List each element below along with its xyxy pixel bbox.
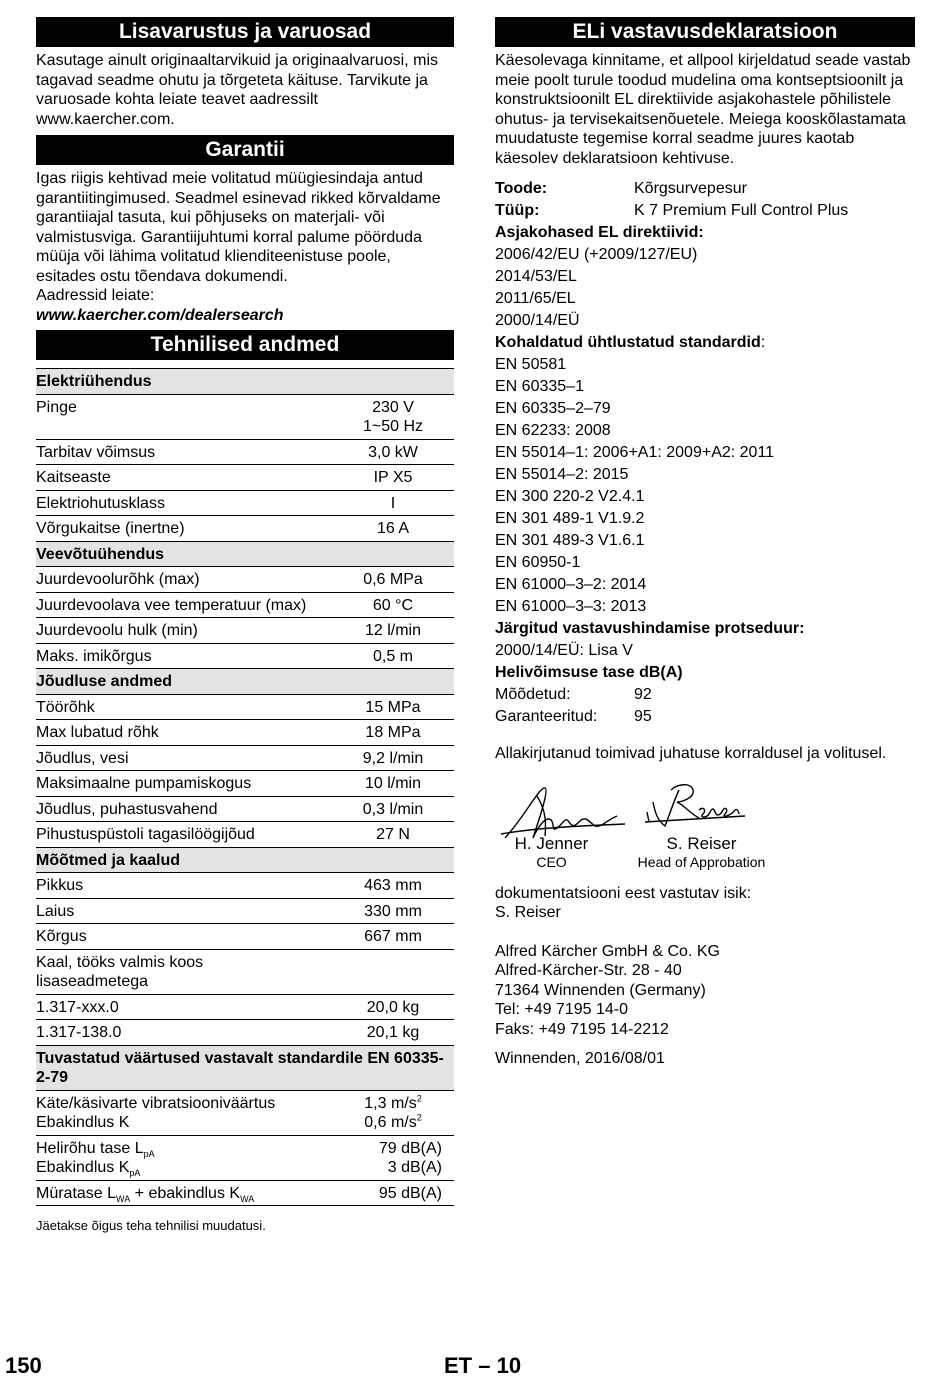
tech-heading: Tehnilised andmed	[36, 330, 454, 360]
standard-item: EN 301 489-3 V1.6.1	[495, 532, 645, 549]
row-value: 12 l/min	[364, 622, 422, 639]
row-label: Tarbitav võimsus	[36, 439, 332, 465]
row-value: 20,1 kg	[366, 1024, 420, 1041]
row-value: 18 MPa	[365, 724, 421, 741]
product-value: Kõrgsurvepesur	[634, 180, 747, 197]
section-title: Elektriühendus	[36, 369, 454, 395]
standard-item: EN 62233: 2008	[495, 422, 611, 439]
table-row	[36, 1135, 454, 1180]
table-row	[36, 822, 454, 848]
row-value: 0,3 l/min	[362, 800, 424, 818]
sound-pressure-uncertainty-label: Ebakindlus $K_{pA}$	[36, 1159, 141, 1179]
table-row	[36, 567, 454, 593]
row-label: Kaal, tööks valmis koos lisaseadmetega	[36, 949, 332, 994]
row-value: 230 V	[372, 398, 414, 416]
directives-list	[495, 244, 915, 332]
row-label: 1.317-xxx.0	[36, 994, 332, 1020]
technical-changes-note: Jäetakse õigus teha tehnilisi muudatusi.	[36, 1218, 266, 1233]
row-label: Maksimaalne pumpamiskogus	[36, 771, 332, 797]
row-label: Töörõhk	[36, 694, 332, 720]
company-fax: Faks: +49 7195 14-2212	[495, 1020, 669, 1038]
row-label: Kaitseaste	[36, 465, 332, 491]
standards-label-row: Kohaldatud ühtlustatud standardid:	[495, 334, 766, 351]
row-label: Laius	[36, 898, 332, 924]
directive-item: 2014/53/EL	[495, 268, 577, 285]
standard-item: EN 50581	[495, 356, 567, 373]
table-row	[36, 898, 454, 924]
signature-reiser	[645, 784, 745, 825]
guaranteed-label: Garanteeritud:	[495, 708, 598, 725]
company-city: 71364 Winnenden (Germany)	[495, 981, 706, 999]
row-label: 1.317-138.0	[36, 1020, 332, 1046]
section-page-number: – 10	[478, 1353, 522, 1378]
vibration-uncertainty-label: Ebakindlus K	[36, 1114, 130, 1131]
row-value: I	[390, 494, 396, 512]
standard-item: EN 60950-1	[495, 554, 581, 571]
row-label: Pinge	[36, 394, 332, 439]
sound-power-value: 95 dB(A)	[332, 1180, 454, 1206]
table-row	[36, 643, 454, 669]
row-label: Juurdevoolurõhk (max)	[36, 567, 332, 593]
signatures	[495, 776, 915, 886]
sound-pressure-uncertainty-value: 3 dB(A)	[387, 1159, 442, 1176]
row-value: 20,0 kg	[366, 998, 420, 1016]
vibration-label: Käte/käsivarte vibratsiooniväärtus	[36, 1094, 276, 1112]
row-value: 9,2 l/min	[362, 749, 424, 767]
right-column	[495, 17, 915, 1069]
row-value: 60 °C	[372, 596, 414, 614]
tech-table	[36, 368, 454, 1206]
table-row	[36, 490, 454, 516]
sound-power-level-label: Helivõimsuse tase dB(A)	[495, 664, 683, 681]
doc-responsible-label: dokumentatsiooni eest vastutav isik:	[495, 884, 752, 902]
left-column	[36, 17, 454, 1236]
section-page	[444, 1353, 521, 1379]
standard-item: EN 55014–2: 2015	[495, 466, 629, 483]
standard-item: EN 55014–1: 2006+A1: 2009+A2: 2011	[495, 444, 775, 461]
table-row	[36, 516, 454, 542]
warranty-heading: Garantii	[36, 135, 454, 165]
signer2-role: Head of Approbation	[637, 854, 766, 870]
sound-pressure-label: Helirõhu tase $L_{pA}$	[36, 1139, 155, 1159]
table-row	[36, 745, 454, 771]
row-label: Jõudlus, puhastusvahend	[36, 796, 332, 822]
warranty-addresses-label: Aadressid leiate:	[36, 287, 155, 304]
table-row	[36, 1090, 454, 1135]
standard-item: EN 300 220-2 V2.4.1	[495, 488, 645, 505]
row-value: 463 mm	[364, 877, 422, 894]
type-row	[495, 200, 915, 222]
warranty-text: Igas riigis kehtivad meie volitatud müügiesindaja antud garantiitingimused. Seadmel esinevad rikked kõrvaldame garantiiajal tasuta, kui põhjuseks on materjali- või valmistusviga. Garantiijuhtumi korral palume pöörduda müüja või lähima volitatud klienditeenistuse poole, esitades ostu tõendava dokumendi.	[36, 170, 441, 285]
table-row	[36, 439, 454, 465]
section-row	[36, 847, 454, 873]
accessories-text: Kasutage ainult originaaltarvikuid ja originaalvaruosi, mis tagavad seadme ohutu ja tõrgeteta käituse. Tarvikute ja varuosade kohta leiate teavet aadressilt www.kaercher.com.	[36, 52, 438, 128]
row-label: Kõrgus	[36, 924, 332, 950]
signer-reiser	[629, 834, 774, 873]
row-value: 15 MPa	[365, 698, 421, 716]
place-date: Winnenden, 2016/08/01	[495, 1050, 665, 1067]
row-label: Jõudlus, vesi	[36, 745, 332, 771]
table-row	[36, 592, 454, 618]
signer1-name: H. Jenner	[514, 833, 589, 853]
row-value: 16 A	[376, 520, 410, 537]
row-label: Juurdevoolu hulk (min)	[36, 618, 332, 644]
standard-item: EN 301 489-1 V1.9.2	[495, 510, 645, 527]
section-row	[36, 669, 454, 695]
standard-item: EN 61000–3–2: 2014	[495, 576, 647, 593]
company-street: Alfred-Kärcher-Str. 28 - 40	[495, 962, 682, 979]
row-value: IP X5	[373, 469, 413, 486]
row-value: 3,0 kW	[368, 443, 418, 461]
sound-power-label: Müratase $L_{WA}$ + ebakindlus $K_{WA}$	[36, 1180, 332, 1206]
measured-value: 92	[634, 686, 652, 703]
accessories-heading: Lisavarustus ja varuosad	[36, 17, 454, 47]
row-label: Elektriohutusklass	[36, 490, 332, 516]
row-label: Pikkus	[36, 873, 332, 899]
measured-row	[495, 684, 915, 706]
section-title: Veevõtuühendus	[36, 541, 454, 567]
signer2-name: S. Reiser	[666, 833, 737, 853]
table-row	[36, 771, 454, 797]
section-title: Mõõtmed ja kaalud	[36, 847, 454, 873]
sound-pressure-value: 79 dB(A)	[378, 1139, 442, 1157]
section-row	[36, 541, 454, 567]
procedure-label: Järgitud vastavushindamise protseduur:	[495, 620, 805, 637]
table-row	[36, 394, 454, 439]
standard-item: EN 60335–1	[495, 378, 584, 395]
vibration-value: 1,3 $m/s^2$	[364, 1093, 422, 1112]
table-row	[36, 465, 454, 491]
section-code: ET	[444, 1353, 473, 1378]
table-row	[36, 1180, 454, 1206]
table-row	[36, 873, 454, 899]
directive-item: 2000/14/EÜ	[495, 312, 580, 329]
table-row	[36, 924, 454, 950]
table-row	[36, 796, 454, 822]
standards-label: Kohaldatud ühtlustatud standardid	[495, 334, 761, 351]
type-label: Tüüp:	[495, 202, 540, 219]
row-value: 667 mm	[364, 928, 422, 945]
standard-item: EN 60335–2–79	[495, 400, 611, 417]
type-value: K 7 Premium Full Control Plus	[634, 202, 849, 219]
table-row	[36, 1020, 454, 1046]
table-row	[36, 720, 454, 746]
standards-list	[495, 354, 915, 618]
row-label: Maks. imikõrgus	[36, 643, 332, 669]
row-value: 10 l/min	[364, 775, 422, 792]
table-row	[36, 694, 454, 720]
section-row	[36, 1045, 454, 1090]
row-label: Pihustuspüstoli tagasilöögijõud	[36, 822, 332, 848]
row-value: 0,5 m	[372, 647, 413, 665]
table-row	[36, 618, 454, 644]
section-row	[36, 369, 454, 395]
signature-jenner	[501, 787, 625, 837]
row-value-secondary: 1~50 Hz	[362, 418, 424, 435]
standard-item: EN 61000–3–3: 2013	[495, 598, 647, 615]
declaration-intro: Käesolevaga kinnitame, et allpool kirjeldatud seade vastab meie poolt turule toodud mudelina oma kontseptsioonilt ja konstruktsioonilt EL direktiivide asjakohastele põhilistele ohutus- ja tervisekaitsenõuetele. Meiega kooskõlastamata muudatuste tegemise korral seadme juures kaotab käesolev deklaratsioon kehtivuse.	[495, 52, 911, 167]
company-name: Alfred Kärcher GmbH & Co. KG	[495, 942, 720, 960]
page-number: 150	[5, 1353, 42, 1378]
dealer-search-link[interactable]: www.kaercher.com/dealersearch	[36, 306, 284, 324]
signed-text: Allakirjutanud toimivad juhatuse korraldusel ja volitusel.	[495, 745, 887, 762]
signer-jenner	[509, 834, 594, 873]
product-row	[495, 178, 915, 200]
measured-title: Tuvastatud väärtused vastavalt standardile EN 60335-2-79	[36, 1045, 454, 1090]
row-value: 0,6 MPa	[363, 571, 423, 588]
doc-responsible-name: S. Reiser	[495, 904, 561, 921]
directive-item: 2011/65/EL	[495, 290, 576, 307]
section-title: Jõudluse andmed	[36, 669, 454, 695]
row-label: Juurdevoolava vee temperatuur (max)	[36, 592, 332, 618]
guaranteed-value: 95	[634, 708, 652, 725]
table-row	[36, 949, 454, 994]
guaranteed-row	[495, 706, 915, 728]
directive-item: 2006/42/EU (+2009/127/EU)	[495, 246, 698, 263]
declaration-heading: ELi vastavusdeklaratsioon	[495, 17, 915, 47]
row-value: 27 N	[376, 826, 410, 843]
row-label: Max lubatud rõhk	[36, 720, 332, 746]
procedure-value: 2000/14/EÜ: Lisa V	[495, 642, 633, 659]
row-label: Võrgukaitse (inertne)	[36, 516, 332, 542]
company-address	[495, 942, 915, 1040]
vibration-uncertainty-value: 0,6 $m/s^2$	[364, 1112, 422, 1131]
table-row	[36, 994, 454, 1020]
product-label: Toode:	[495, 180, 548, 197]
signer1-role: CEO	[536, 854, 567, 870]
company-tel: Tel: +49 7195 14-0	[495, 1001, 628, 1018]
row-value: 330 mm	[364, 902, 422, 920]
directives-label: Asjakohased EL direktiivid:	[495, 224, 704, 241]
measured-label: Mõõdetud:	[495, 686, 571, 703]
